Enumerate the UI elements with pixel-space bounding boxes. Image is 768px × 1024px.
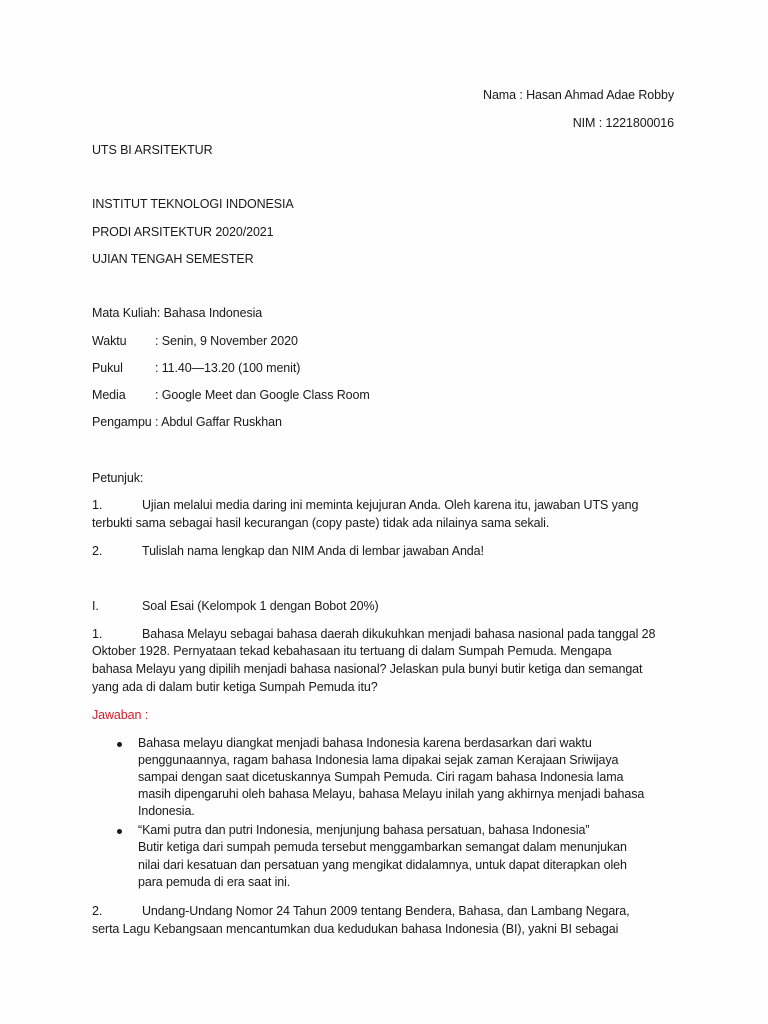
- answer-2-line-3: nilai dari kesatuan dan persatuan yang mengikat didalamnya, untuk dapat diterapkan oleh: [138, 858, 627, 872]
- section-title: Soal Esai (Kelompok 1 dengan Bobot 20%): [142, 599, 379, 613]
- instruction-item-1-cont: terbukti sama sebagai hasil kecurangan (copy paste) tidak ada nilainya sama sekali.: [92, 516, 550, 530]
- question-1-line-3: bahasa Melayu yang dipilih menjadi bahasa nasional? Jelaskan pula bunyi butir ketiga dan semangat: [92, 662, 643, 676]
- exam-date-label: Waktu: [92, 334, 127, 348]
- question-number: 1.: [92, 627, 103, 641]
- question-1-line-2: Oktober 1928. Pernyataan tekad kebahasaan itu tertuang di dalam Sumpah Pemuda. Mengapa: [92, 644, 612, 658]
- bullet-icon: [117, 829, 122, 834]
- section-heading: [92, 598, 379, 615]
- question-1-line-4: yang ada di dalam butir ketiga Sumpah Pemuda itu?: [92, 680, 378, 694]
- instruction-text: Ujian melalui media daring ini meminta kejujuran Anda. Oleh karena itu, jawaban UTS yang: [142, 498, 639, 512]
- question-text: Undang-Undang Nomor 24 Tahun 2009 tentang Bendera, Bahasa, dan Lambang Negara,: [142, 904, 630, 918]
- institution-name: INSTITUT TEKNOLOGI INDONESIA: [92, 197, 294, 211]
- instruction-number: 1.: [92, 498, 103, 512]
- instructions-heading: Petunjuk:: [92, 471, 144, 485]
- answer-1-line-3: sampai dengan saat dicetuskannya Sumpah Pemuda. Ciri ragam bahasa Indonesia lama: [138, 770, 624, 784]
- question-number: 2.: [92, 904, 103, 918]
- exam-type: UJIAN TENGAH SEMESTER: [92, 252, 254, 266]
- question-1: [92, 626, 655, 643]
- exam-media-value: : Google Meet dan Google Class Room: [155, 388, 370, 402]
- answer-1-line-5: Indonesia.: [138, 804, 195, 818]
- instruction-text: Tulislah nama lengkap dan NIM Anda di lembar jawaban Anda!: [142, 544, 484, 558]
- question-2: [92, 903, 629, 920]
- exam-media-label: Media: [92, 388, 126, 402]
- document-title: UTS BI ARSITEKTUR: [92, 143, 213, 157]
- student-name: Nama : Hasan Ahmad Adae Robby: [483, 88, 674, 102]
- answer-1-line-2: penggunaannya, ragam bahasa Indonesia lama dipakai sejak zaman Kerajaan Sriwijaya: [138, 753, 619, 767]
- answer-1-line-4: masih dipengaruhi oleh bahasa Melayu, bahasa Melayu inilah yang akhirnya menjadi bahasa: [138, 787, 645, 801]
- exam-date-value: : Senin, 9 November 2020: [155, 334, 298, 348]
- instruction-item-2: [92, 543, 484, 560]
- instruction-number: 2.: [92, 544, 103, 558]
- exam-time-row: [92, 360, 300, 377]
- answer-1-line-1: Bahasa melayu diangkat menjadi bahasa Indonesia karena berdasarkan dari waktu: [138, 736, 592, 750]
- exam-time-label: Pukul: [92, 361, 123, 375]
- bullet-icon: [117, 742, 122, 747]
- exam-time-value: : 11.40—13.20 (100 menit): [155, 361, 301, 375]
- exam-media-row: [92, 387, 370, 404]
- answer-label: Jawaban :: [92, 708, 149, 722]
- question-text: Bahasa Melayu sebagai bahasa daerah dikukuhkan menjadi bahasa nasional pada tanggal 28: [142, 627, 656, 641]
- question-2-line-2: serta Lagu Kebangsaan mencantumkan dua kedudukan bahasa Indonesia (BI), yakni BI sebagai: [92, 922, 619, 936]
- program-name: PRODI ARSITEKTUR 2020/2021: [92, 225, 274, 239]
- section-number: I.: [92, 599, 99, 613]
- lecturer-name: Pengampu : Abdul Gaffar Ruskhan: [92, 415, 282, 429]
- exam-date-row: [92, 333, 298, 350]
- answer-2-line-4: para pemuda di era saat ini.: [138, 875, 291, 889]
- course-name: Mata Kuliah: Bahasa Indonesia: [92, 306, 263, 320]
- student-nim: NIM : 1221800016: [572, 116, 674, 130]
- instruction-item-1: [92, 497, 638, 514]
- answer-2-line-2: Butir ketiga dari sumpah pemuda tersebut menggambarkan semangat dalam menunjukan: [138, 840, 627, 854]
- answer-2-line-1: “Kami putra dan putri Indonesia, menjunjung bahasa persatuan, bahasa Indonesia”: [138, 823, 590, 837]
